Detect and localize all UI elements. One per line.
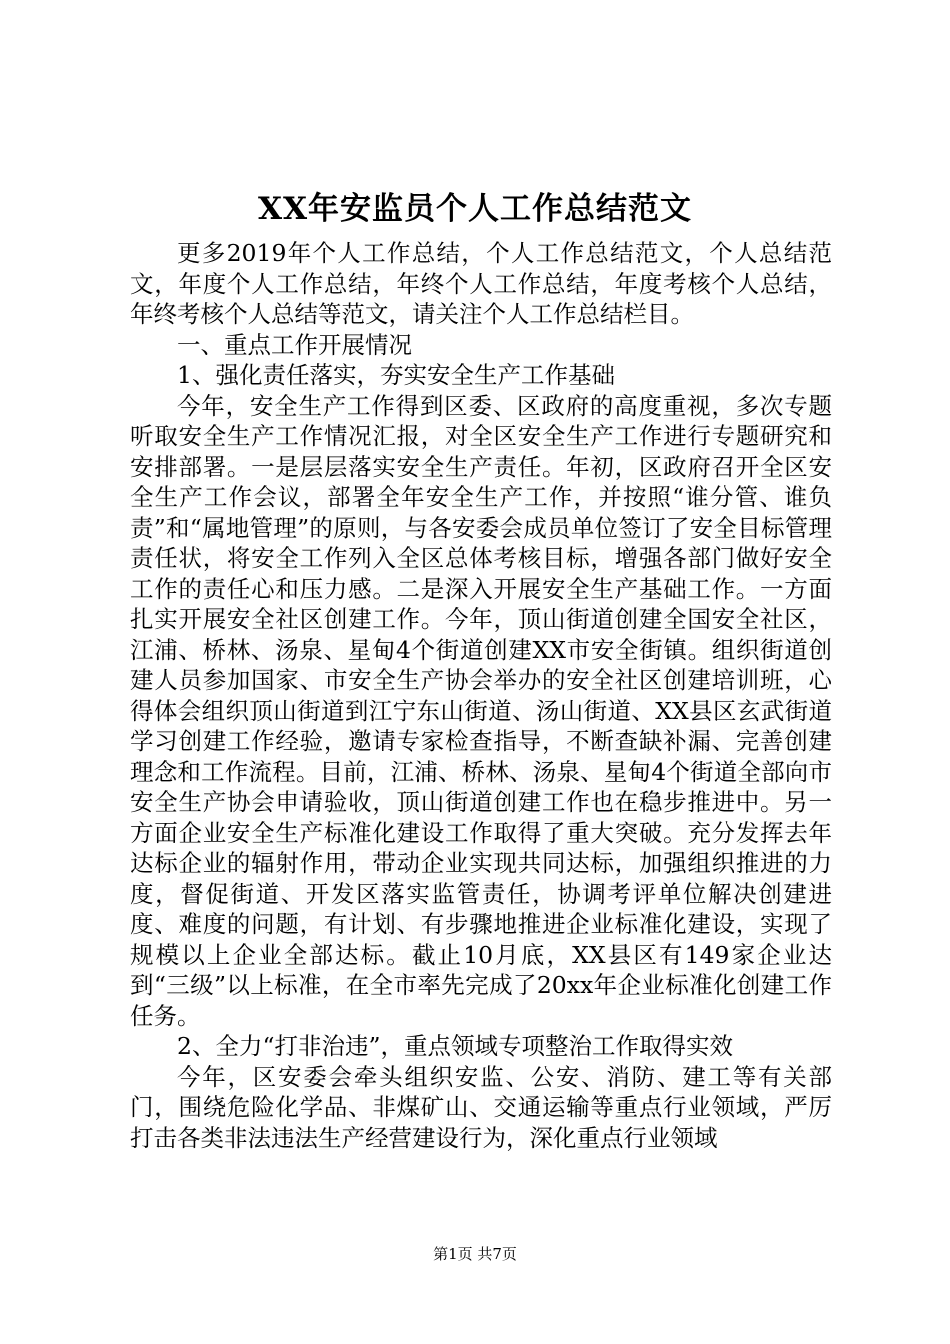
body-paragraph: 今年，安全生产工作得到区委、区政府的高度重视，多次专题听取安全生产工作情况汇报，对全区安全生产工作进行专题研究和安排部署。一是层层落实安全生产责任。年初，区政府召开全区安全生产工作会议，部署全年安全生产工作，并按照“谁分管、谁负责”和“属地管理”的原则，与各安委会成员单位签订了安全目标管理责任状，将安全工作列入全区总体考核目标，增强各部门做好安全工作的责任心和压力感。二是深入开展安全生产基础工作。一方面扎实开展安全社区创建工作。今年，顶山街道创建全国安全社区，江浦、桥林、汤泉、星甸4个街道创建XX市安全街镇。组织街道创建人员参加国家、市安全生产协会举办的安全社区创建培训班，心得体会组织顶山街道到江宁东山街道、汤山街道、XX县区玄武街道学习创建工作经验，邀请专家检查指导，不断查缺补漏、完善创建理念和工作流程。目前，江浦、桥林、汤泉、星甸4个街道全部向市安全生产协会申请验收，顶山街道创建工作也在稳步推进中。另一方面企业安全生产标准化建设工作取得了重大突破。充分发挥去年达标企业的辐射作用，带动企业实现共同达标，加强组织推进的力度，督促街道、开发区落实监管责任，协调考评单位解决创建进度、难度的问题，有计划、有步骤地推进企业标准化建设，实现了规模以上企业全部达标。截止10月底，XX县区有149家企业达到“三级”以上标准，在全市率先完成了20xx年企业标准化创建工作任务。 — [130, 391, 832, 1030]
document-title: XX年安监员个人工作总结范文 — [257, 191, 693, 227]
subsection-heading-2: 2、全力“打非治违”，重点领域专项整治工作取得实效 — [177, 1032, 733, 1060]
page-footer: 第1页 共7页 — [433, 1245, 517, 1263]
body-paragraph: 今年，区安委会牵头组织安监、公安、消防、建工等有关部门，围绕危险化学品、非煤矿山、交通运输等重点行业领域，严厉打击各类非法违法生产经营建设行为，深化重点行业领域 — [130, 1062, 832, 1152]
section-heading-1: 一、重点工作开展情况 — [177, 330, 412, 359]
document-body — [130, 238, 832, 1153]
subsection-heading-1: 1、强化责任落实，夯实安全生产工作基础 — [177, 361, 615, 389]
intro-paragraph: 更多2019年个人工作总结，个人工作总结范文，个人总结范文，年度个人工作总结，年终个人工作总结，年度考核个人总结，年终考核个人总结等范文，请关注个人工作总结栏目。 — [130, 239, 832, 328]
